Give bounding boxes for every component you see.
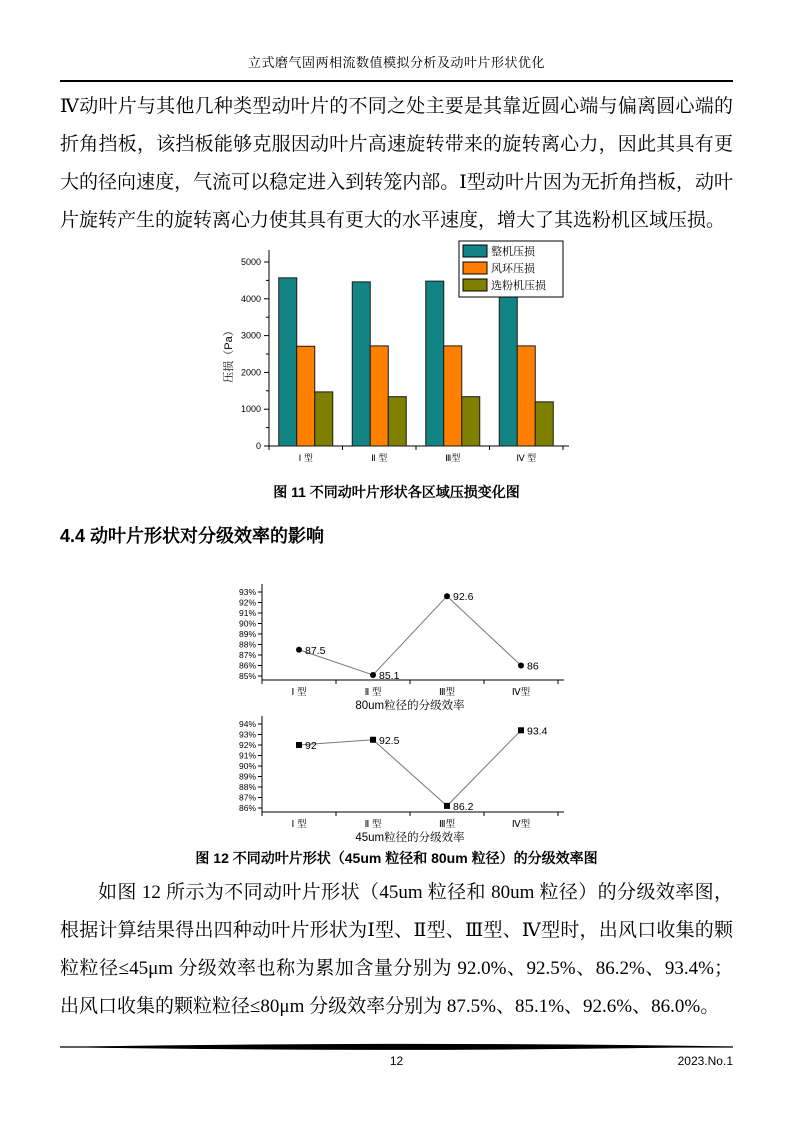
paragraph-1: Ⅳ动叶片与其他几种类型动叶片的不同之处主要是其靠近圆心端与偏离圆心端的折角挡板，该挡板能够克服因动叶片高速旋转带来的旋转离心力，因此其具有更大的径向速度，气流可以稳定进入到转笼内部。Ⅰ型动叶片因为无折角挡板，动叶片旋转产生的旋转离心力使其具有更大的水平速度，增大了其选粉机区域压损。 [60,96,733,231]
header-rule [60,80,733,82]
svg-text:1000: 1000 [240,404,261,415]
efficiency-line-chart-45um [224,712,570,844]
efficiency-line-chart-80um [224,580,570,712]
svg-text:0: 0 [255,441,261,451]
svg-text:80um粒径的分级效率: 80um粒径的分级效率 [354,700,465,712]
svg-text:92.6: 92.6 [452,591,473,604]
svg-text:93.4: 93.4 [526,725,547,738]
page-footer [60,1042,733,1070]
svg-text:89%: 89% [238,771,256,782]
svg-text:92: 92 [304,740,317,752]
svg-text:92.5: 92.5 [378,734,399,747]
svg-text:87%: 87% [238,650,256,660]
svg-text:87%: 87% [238,792,256,803]
svg-text:3000: 3000 [240,330,261,341]
paragraph-2: 如图 12 所示为不同动叶片形状（45um 粒径和 80um 粒径）的分级效率图，根据计算结果得出四种动叶片形状为Ⅰ型、Ⅱ型、Ⅲ型、Ⅳ型时，出风口收集的颗粒粒径≤45μm 分级效率也称为累加含量分别为 92.0%、92.5%、86.2%、93.4%；出风口收集的颗粒粒径≤80μm 分级效率分别为 87.5%、85.1%、92.6%、86.0%。 [60,882,733,1017]
svg-text:风环压损: 风环压损 [490,263,535,275]
figure-11 [60,240,733,502]
svg-text:Ⅲ型: Ⅲ型 [444,453,460,463]
svg-text:92%: 92% [238,597,256,608]
svg-text:88%: 88% [238,782,256,792]
svg-text:Ⅲ型: Ⅲ型 [438,687,455,698]
figure-12 [60,580,733,868]
svg-text:Ⅳ型: Ⅳ型 [511,819,530,830]
svg-text:Ⅳ 型: Ⅳ 型 [515,453,536,463]
svg-text:89%: 89% [238,629,256,639]
svg-text:86: 86 [526,660,539,673]
svg-text:86%: 86% [238,660,256,671]
svg-text:94%: 94% [238,719,256,729]
svg-text:85.1: 85.1 [378,669,399,682]
svg-text:87.5: 87.5 [304,644,325,657]
figure-12-caption: 图 12 不同动叶片形状（45um 粒径和 80um 粒径）的分级效率图 [195,850,598,866]
svg-text:整机压损: 整机压损 [490,246,535,258]
svg-text:Ⅰ 型: Ⅰ 型 [291,687,306,698]
svg-text:45um粒径的分级效率: 45um粒径的分级效率 [354,832,465,844]
svg-text:Ⅱ 型: Ⅱ 型 [364,687,381,698]
page-number: 12 [389,1054,404,1068]
footer-decorative-line [60,1042,733,1052]
svg-text:压损（Pa）: 压损（Pa） [222,325,235,383]
section-heading-4-4: 4.4 动叶片形状对分级效率的影响 [60,526,325,546]
svg-text:88%: 88% [238,639,256,650]
svg-text:93%: 93% [238,587,256,597]
svg-text:90%: 90% [238,618,256,629]
svg-text:Ⅳ型: Ⅳ型 [511,687,530,698]
svg-text:Ⅱ 型: Ⅱ 型 [370,453,387,463]
svg-text:Ⅰ 型: Ⅰ 型 [298,453,313,463]
svg-text:92%: 92% [238,740,256,750]
svg-text:86.2: 86.2 [452,800,473,813]
figure-11-caption: 图 11 不同动叶片形状各区域压损变化图 [273,484,520,500]
svg-text:93%: 93% [238,729,256,740]
svg-text:2000: 2000 [240,367,261,378]
svg-text:选粉机压损: 选粉机压损 [490,280,546,292]
issue-label: 2023.No.1 [677,1054,733,1068]
svg-text:86%: 86% [238,803,256,813]
svg-text:Ⅰ 型: Ⅰ 型 [291,819,306,830]
svg-text:90%: 90% [238,761,256,771]
svg-text:85%: 85% [238,671,256,681]
svg-text:5000: 5000 [240,257,261,267]
pressure-loss-bar-chart [219,240,575,480]
svg-text:Ⅲ型: Ⅲ型 [438,819,455,830]
svg-text:4000: 4000 [240,293,261,304]
svg-text:Ⅱ 型: Ⅱ 型 [364,819,381,830]
svg-text:91%: 91% [238,750,256,761]
svg-text:91%: 91% [238,608,256,618]
running-header-title: 立式磨气固两相流数值模拟分析及动叶片形状优化 [247,55,545,70]
